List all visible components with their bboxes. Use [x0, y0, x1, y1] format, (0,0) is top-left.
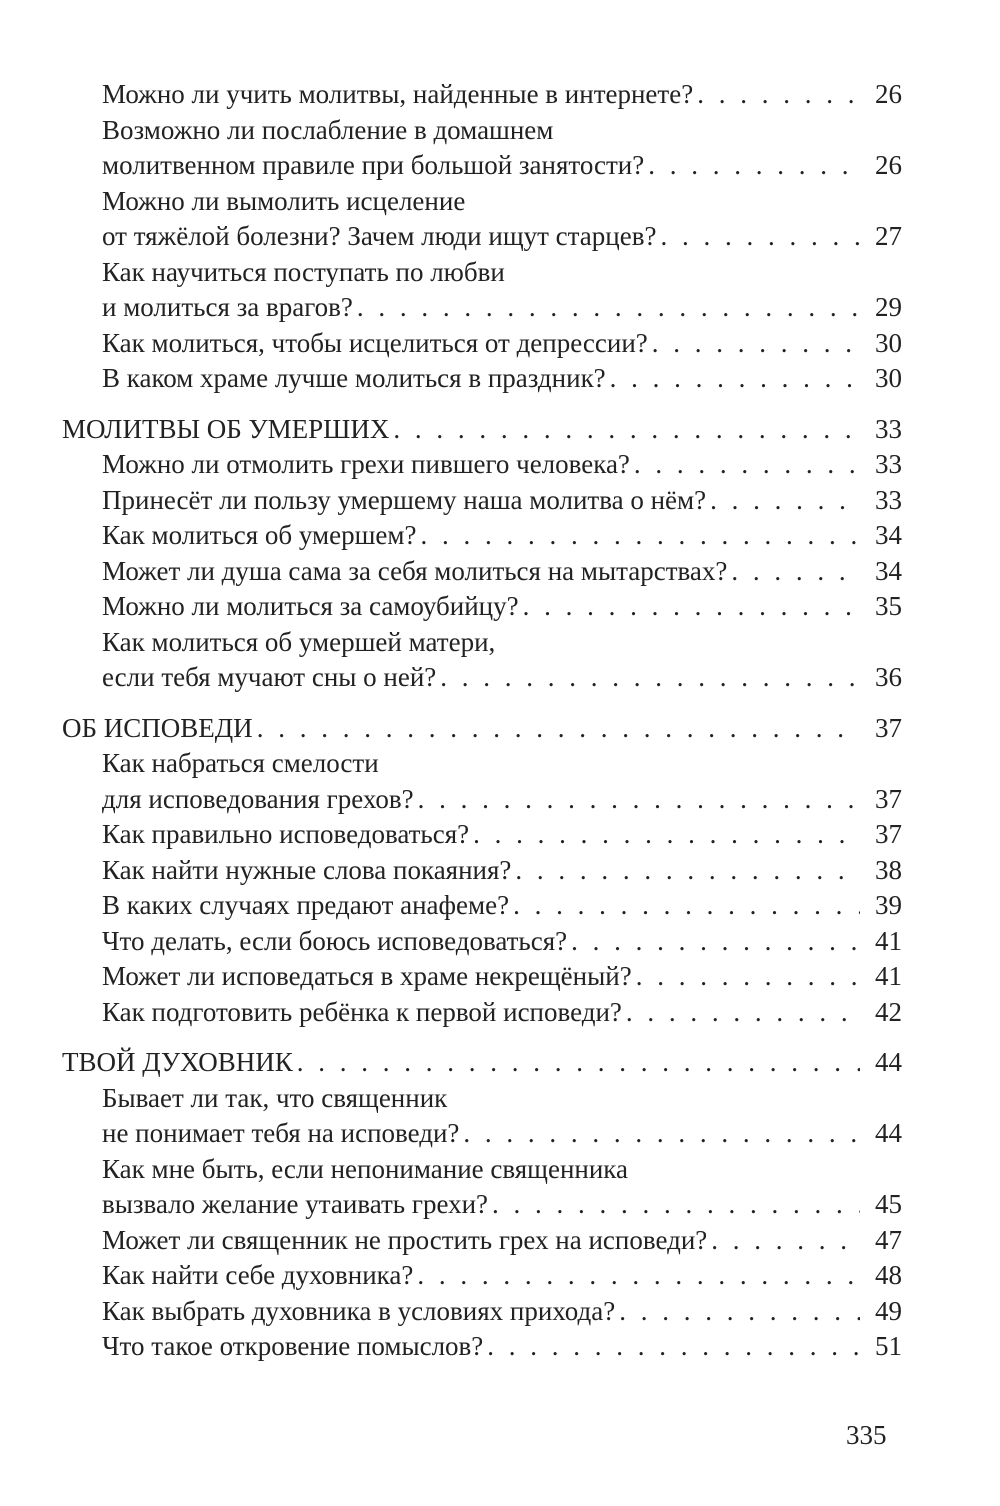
- dot-leader: [630, 447, 860, 483]
- toc-entry: [62, 589, 902, 625]
- entry-page-number: 37: [875, 819, 902, 849]
- entry-title: и молиться за врагов?: [102, 292, 353, 322]
- toc-entry: [62, 326, 902, 362]
- toc-entry-line: [62, 660, 902, 696]
- dot-leader: [389, 412, 860, 448]
- entry-title: Как набраться смелости: [102, 748, 379, 778]
- dot-leader: [706, 483, 860, 519]
- entry-page-number: 35: [875, 591, 902, 621]
- dot-leader: [509, 888, 860, 924]
- entry-title: вызвало желание утаивать грехи?: [102, 1189, 489, 1219]
- dot-leader: [727, 554, 860, 590]
- toc-entry: [62, 1223, 902, 1259]
- toc-section: [62, 77, 902, 397]
- toc-entry: [62, 1329, 902, 1365]
- toc-entry-line: [62, 447, 902, 483]
- dot-leader: [615, 1294, 860, 1330]
- entry-page-number: 33: [875, 449, 902, 479]
- toc-entry-line: [62, 924, 902, 960]
- toc-entry-line: [62, 1116, 902, 1152]
- toc-entry-line: [62, 625, 902, 661]
- toc-entry-line: [62, 782, 902, 818]
- entry-page-number: 39: [875, 890, 902, 920]
- dot-leader: [253, 711, 860, 747]
- entry-title: для исповедования грехов?: [102, 783, 414, 814]
- toc-entry-line: [62, 959, 902, 995]
- toc-entry-line: [62, 554, 902, 590]
- entry-title: от тяжёлой болезни? Зачем люди ищут старцев?: [102, 221, 657, 251]
- section-page-number: 37: [875, 712, 902, 743]
- dot-leader: [519, 589, 860, 625]
- entry-page-number: 26: [875, 150, 902, 180]
- section-title: ОБ ИСПОВЕДИ: [62, 712, 253, 743]
- entry-title: Как молиться об умершем?: [102, 520, 417, 550]
- entry-page-number: 27: [875, 221, 902, 251]
- section-title: МОЛИТВЫ ОБ УМЕРШИХ: [62, 413, 390, 444]
- toc-entry-line: [62, 1258, 902, 1294]
- dot-leader: [414, 782, 860, 818]
- dot-leader: [606, 361, 860, 397]
- toc-section: [62, 711, 902, 1031]
- toc-entry-line: [62, 255, 902, 291]
- entry-page-number: 47: [875, 1224, 902, 1255]
- toc-entry: [62, 77, 902, 113]
- toc-entry-line: [62, 518, 902, 554]
- dot-leader: [488, 1187, 860, 1223]
- toc-entry-line: [62, 746, 902, 782]
- entry-title: Бывает ли так, что священник: [102, 1082, 448, 1113]
- entry-title: молитвенном правиле при большой занятости?: [102, 150, 645, 180]
- entry-page-number: 34: [875, 555, 902, 586]
- entry-page-number: 37: [875, 783, 902, 814]
- entry-title: Как молиться об умершей матери,: [102, 626, 496, 657]
- toc-entry-line: [62, 1187, 902, 1223]
- dot-leader: [567, 924, 860, 960]
- toc-entry-line: [62, 148, 902, 184]
- toc-entry: [62, 853, 902, 889]
- dot-leader: [648, 326, 860, 362]
- entry-page-number: 42: [875, 996, 902, 1027]
- entry-title: Может ли исповедаться в храме некрещёный?: [102, 961, 632, 991]
- entry-title: не понимает тебя на исповеди?: [102, 1118, 460, 1148]
- entry-page-number: 34: [875, 520, 902, 550]
- toc-entry: [62, 1294, 902, 1330]
- entry-page-number: 45: [875, 1189, 902, 1219]
- section-title: ТВОЙ ДУХОВНИК: [62, 1047, 293, 1077]
- dot-leader: [622, 995, 860, 1031]
- entry-page-number: 41: [875, 961, 902, 991]
- toc-entry: [62, 1258, 902, 1294]
- toc-entry-line: [62, 1294, 902, 1330]
- entry-page-number: 29: [875, 292, 902, 322]
- dot-leader: [413, 1258, 860, 1294]
- dot-leader: [511, 853, 860, 889]
- entry-title: Можно ли молиться за самоубийцу?: [102, 591, 519, 621]
- entry-title: Как молиться, чтобы исцелиться от депрессии?: [102, 327, 648, 358]
- page-number: 335: [846, 1420, 887, 1450]
- entry-page-number: 36: [875, 662, 902, 692]
- entry-title: Можно ли отмолить грехи пившего человека?: [102, 449, 630, 479]
- toc-entry-line: [62, 1081, 902, 1117]
- entry-title: Можно ли вымолить исцеление: [102, 185, 466, 216]
- toc-entry: [62, 184, 902, 255]
- toc-entry: [62, 625, 902, 696]
- entry-page-number: 51: [875, 1331, 902, 1361]
- dot-leader: [632, 959, 860, 995]
- toc-entry: [62, 1152, 902, 1223]
- entry-page-number: 38: [875, 854, 902, 885]
- toc-entry: [62, 959, 902, 995]
- toc-entry: [62, 518, 902, 554]
- entry-page-number: 26: [875, 79, 902, 109]
- toc-entry-line: [62, 483, 902, 519]
- toc-entry-line: [62, 77, 902, 113]
- dot-leader: [353, 290, 860, 326]
- dot-leader: [644, 148, 860, 184]
- dot-leader: [469, 817, 860, 853]
- section-page-number: 33: [875, 413, 902, 444]
- toc-entry-line: [62, 853, 902, 889]
- toc-entry-line: [62, 589, 902, 625]
- toc-entry: [62, 817, 902, 853]
- entry-title: Как найти нужные слова покаяния?: [102, 854, 512, 885]
- entry-title: В каких случаях предают анафеме?: [102, 890, 510, 920]
- entry-page-number: 33: [875, 484, 902, 515]
- toc-entry: [62, 746, 902, 817]
- toc-entry-line: [62, 113, 902, 149]
- entry-page-number: 30: [875, 363, 902, 393]
- entry-title: если тебя мучают сны о ней?: [102, 662, 437, 692]
- dot-leader: [693, 77, 860, 113]
- toc-entry-line: [62, 326, 902, 362]
- dot-leader: [459, 1116, 860, 1152]
- toc-entry-line: [62, 1329, 902, 1365]
- entry-title: Что делать, если боюсь исповедоваться?: [102, 925, 568, 956]
- entry-page-number: 44: [875, 1118, 902, 1148]
- entry-title: Принесёт ли пользу умершему наша молитва о нём?: [102, 484, 707, 515]
- entry-title: Как научиться поступать по любви: [102, 256, 505, 287]
- toc-entry: [62, 924, 902, 960]
- toc-section-heading: [62, 412, 902, 448]
- entry-page-number: 48: [875, 1260, 902, 1290]
- entry-title: Может ли душа сама за себя молиться на мытарствах?: [102, 555, 728, 586]
- dot-leader: [656, 219, 860, 255]
- toc-entry: [62, 1081, 902, 1152]
- toc-entry: [62, 255, 902, 326]
- toc-entry-line: [62, 361, 902, 397]
- entry-title: Как подготовить ребёнка к первой исповеди?: [102, 996, 622, 1027]
- toc-entry-line: [62, 290, 902, 326]
- entry-page-number: 30: [875, 327, 902, 358]
- toc-entry-line: [62, 817, 902, 853]
- entry-title: Может ли священник не простить грех на исповеди?: [102, 1224, 708, 1255]
- entry-title: Возможно ли послабление в домашнем: [102, 114, 554, 145]
- dot-leader: [436, 660, 860, 696]
- toc-entry: [62, 554, 902, 590]
- section-page-number: 44: [875, 1047, 902, 1077]
- entry-title: Как найти себе духовника?: [102, 1260, 414, 1290]
- entry-title: Можно ли учить молитвы, найденные в интернете?: [102, 79, 694, 109]
- toc-entry-line: [62, 219, 902, 255]
- entry-page-number: 41: [875, 925, 902, 956]
- dot-leader: [416, 518, 860, 554]
- entry-title: Как мне быть, если непонимание священника: [102, 1153, 628, 1184]
- toc-entry-line: [62, 1152, 902, 1188]
- table-of-contents: [62, 77, 902, 1365]
- toc-section-heading: [62, 711, 902, 747]
- toc-entry-line: [62, 995, 902, 1031]
- entry-title: Как выбрать духовника в условиях прихода?: [102, 1295, 616, 1326]
- dot-leader: [483, 1329, 860, 1365]
- dot-leader: [707, 1223, 860, 1259]
- toc-entry-line: [62, 1223, 902, 1259]
- toc-entry-line: [62, 184, 902, 220]
- toc-entry: [62, 361, 902, 397]
- entry-title: В каком храме лучше молиться в праздник?: [102, 363, 606, 393]
- toc-entry-line: [62, 888, 902, 924]
- dot-leader: [293, 1045, 860, 1081]
- toc-section: [62, 1045, 902, 1365]
- toc-section-heading: [62, 1045, 902, 1081]
- toc-entry: [62, 995, 902, 1031]
- toc-entry: [62, 113, 902, 184]
- entry-page-number: 49: [875, 1295, 902, 1326]
- toc-entry: [62, 483, 902, 519]
- toc-entry: [62, 447, 902, 483]
- toc-entry: [62, 888, 902, 924]
- entry-title: Как правильно исповедоваться?: [102, 819, 470, 849]
- entry-title: Что такое откровение помыслов?: [102, 1331, 484, 1361]
- toc-section: [62, 412, 902, 696]
